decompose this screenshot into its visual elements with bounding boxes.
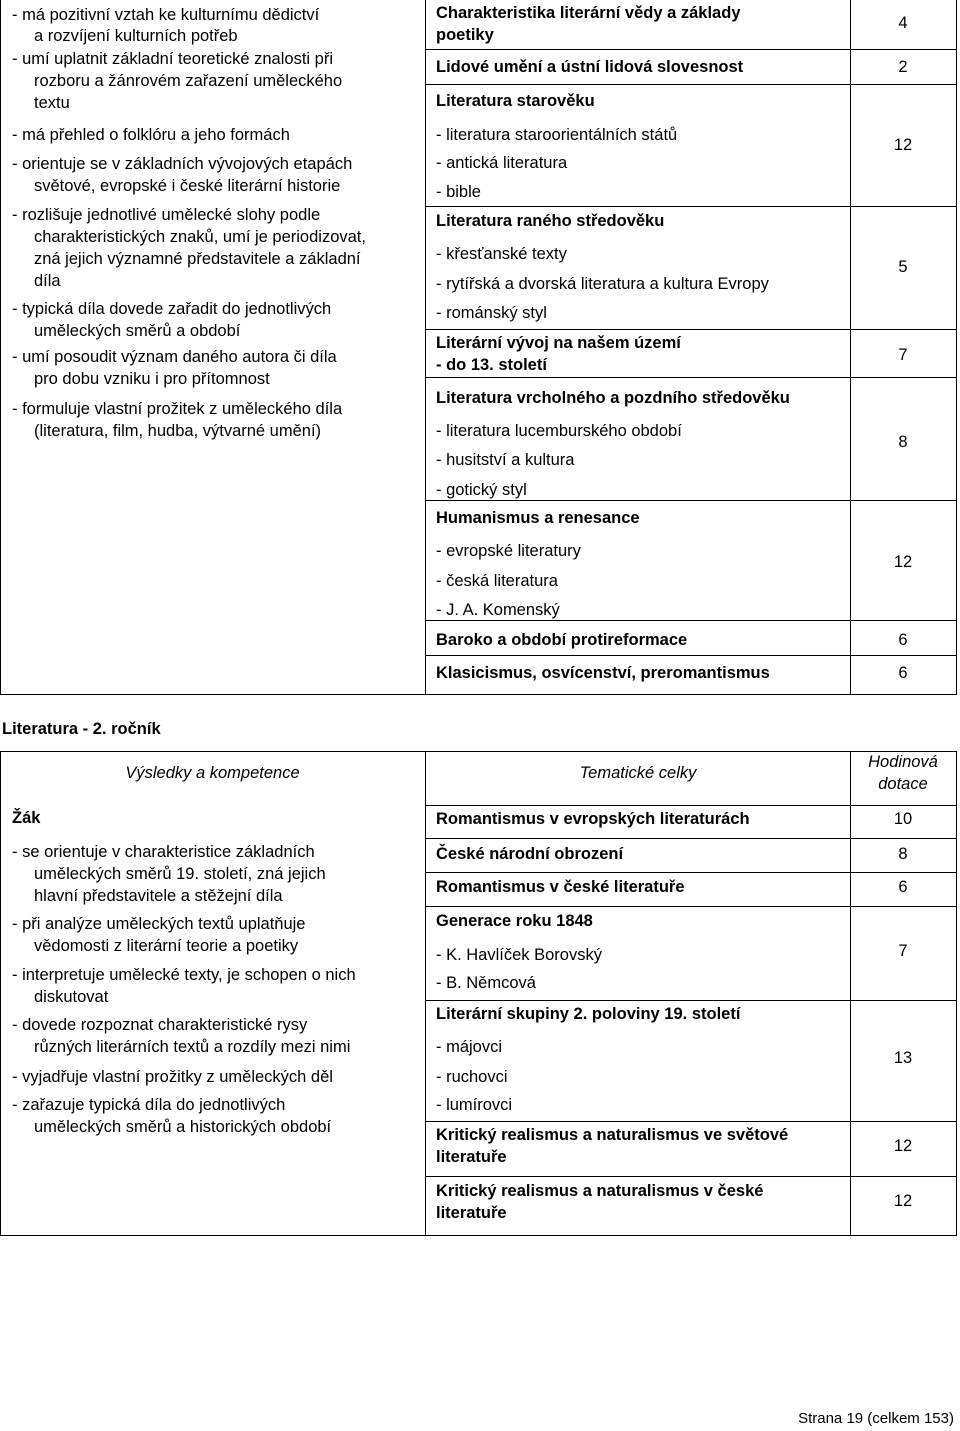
outcome-line: - dovede rozpoznat charakteristické rysy	[12, 1016, 308, 1034]
table-rule	[426, 206, 850, 207]
outcome-line: a rozvíjení kulturních potřeb	[34, 27, 238, 45]
outcome-line: - formuluje vlastní prožitek z uměleckého díla	[12, 400, 343, 418]
header-hours: Hodinová	[868, 753, 938, 771]
outcome-line: pro dobu vzniku i pro přítomnost	[34, 370, 270, 388]
topic-item: - literatura lucemburského období	[436, 422, 682, 440]
topic-title: Literatura raného středověku	[436, 212, 665, 230]
table-rule	[0, 694, 957, 695]
topic-title: Romantismus v evropských literaturách	[436, 810, 750, 828]
topic-item: - rytířská a dvorská literatura a kultura Evropy	[436, 275, 769, 293]
hours-value: 12	[893, 1137, 913, 1155]
table-rule	[426, 838, 956, 839]
hours-value: 12	[893, 136, 913, 154]
outcome-line: vědomosti z literární teorie a poetiky	[34, 937, 299, 955]
outcome-line: uměleckých směrů 19. století, zná jejich	[34, 865, 326, 883]
outcome-line: - umí posoudit význam daného autora či díla	[12, 348, 337, 366]
topic-title: Humanismus a renesance	[436, 509, 640, 527]
outcome-line: - typická díla dovede zařadit do jednotlivých	[12, 300, 332, 318]
outcome-line: díla	[34, 272, 61, 290]
hours-value: 6	[898, 631, 908, 649]
topic-title: Literární vývoj na našem území	[436, 334, 681, 352]
topic-title: Generace roku 1848	[436, 912, 593, 930]
table-rule	[0, 1235, 957, 1236]
outcome-line: - interpretuje umělecké texty, je schopen o nich	[12, 966, 356, 984]
topic-title: Lidové umění a ústní lidová slovesnost	[436, 58, 744, 76]
table-rule	[850, 206, 956, 207]
outcome-line: - orientuje se v základních vývojových etapách	[12, 155, 353, 173]
table-rule	[426, 805, 956, 806]
hours-value: 12	[893, 553, 913, 571]
section-heading: Literatura - 2. ročník	[2, 720, 161, 738]
topic-item: - B. Němcová	[436, 974, 536, 992]
hours-value: 8	[898, 845, 908, 863]
topic-item: - evropské literatury	[436, 542, 581, 560]
topic-title: literatuře	[436, 1148, 507, 1166]
outcome-line: - se orientuje v charakteristice základních	[12, 843, 315, 861]
topic-item: - gotický styl	[436, 481, 527, 499]
table-rule	[426, 872, 956, 873]
table-rule	[426, 1176, 956, 1177]
topic-item: - ruchovci	[436, 1068, 508, 1086]
topic-item: - literatura staroorientálních států	[436, 126, 678, 144]
outcome-line: hlavní představitele a stěžejní díla	[34, 887, 283, 905]
hours-value: 2	[898, 58, 908, 76]
topic-item: - K. Havlíček Borovský	[436, 946, 602, 964]
outcome-line: - má pozitivní vztah ke kulturnímu dědictví	[12, 6, 320, 24]
topic-item: - J. A. Komenský	[436, 601, 560, 619]
outcome-line: uměleckých směrů a období	[34, 322, 241, 340]
topic-title: Literatura starověku	[436, 92, 595, 110]
topic-item: - bible	[436, 183, 481, 201]
topic-title: České národní obrození	[436, 845, 624, 863]
topic-item: - husitství a kultura	[436, 451, 575, 469]
outcome-line: - umí uplatnit základní teoretické znalosti při	[12, 50, 333, 68]
table-rule	[850, 329, 956, 330]
table-rule	[425, 751, 426, 1236]
table-rule	[426, 49, 956, 50]
table-rule	[426, 655, 956, 656]
topic-title: Kritický realismus a naturalismus ve světové	[436, 1126, 789, 1144]
topic-title: Klasicismus, osvícenství, preromantismus	[436, 664, 770, 682]
table-rule	[426, 84, 956, 85]
topic-title: Charakteristika literární vědy a základy	[436, 4, 741, 22]
table-rule	[425, 0, 426, 695]
topic-item: - křesťanské texty	[436, 245, 567, 263]
page-footer: Strana 19 (celkem 153)	[798, 1410, 954, 1427]
table-rule	[426, 377, 850, 378]
table-rule	[0, 751, 1, 1236]
topic-item: - antická literatura	[436, 154, 568, 172]
topic-title: Literatura vrcholného a pozdního středověku	[436, 389, 790, 407]
hours-value: 6	[898, 664, 908, 682]
header-hours: dotace	[878, 775, 928, 793]
hours-value: 4	[898, 14, 908, 32]
topic-title: Kritický realismus a naturalismus v české	[436, 1182, 764, 1200]
table-rule	[0, 0, 1, 695]
table-rule	[426, 1121, 956, 1122]
hours-value: 7	[898, 942, 908, 960]
outcome-line: rozboru a žánrovém zařazení uměleckého	[34, 72, 343, 90]
outcome-line: různých literárních textů a rozdíly mezi nimi	[34, 1038, 351, 1056]
table-rule	[956, 751, 957, 1236]
outcome-line: charakteristických znaků, umí je periodizovat,	[34, 228, 366, 246]
hours-value: 6	[898, 878, 908, 896]
topic-title: - do 13. století	[436, 356, 547, 374]
outcome-line: - rozlišuje jednotlivé umělecké slohy podle	[12, 206, 321, 224]
topic-item: - románský styl	[436, 304, 547, 322]
hours-value: 5	[898, 258, 908, 276]
outcome-line: - vyjadřuje vlastní prožitky z uměleckých děl	[12, 1068, 333, 1086]
outcome-line: uměleckých směrů a historických období	[34, 1118, 332, 1136]
outcome-line: - zařazuje typická díla do jednotlivých	[12, 1096, 286, 1114]
table-rule	[850, 500, 956, 501]
table-rule	[426, 1000, 956, 1001]
hours-value: 13	[893, 1049, 913, 1067]
topic-title: Baroko a období protireformace	[436, 631, 688, 649]
topic-title: poetiky	[436, 26, 494, 44]
outcome-line: textu	[34, 94, 70, 112]
outcome-line: - má přehled o folklóru a jeho formách	[12, 126, 290, 144]
outcome-line: (literatura, film, hudba, výtvarné umění)	[34, 422, 322, 440]
topic-title: literatuře	[436, 1204, 507, 1222]
outcome-line: - při analýze uměleckých textů uplatňuje	[12, 915, 306, 933]
hours-value: 8	[898, 433, 908, 451]
table-rule	[850, 377, 956, 378]
hours-value: 7	[898, 346, 908, 364]
student-label: Žák	[12, 809, 41, 827]
table-rule	[956, 0, 957, 695]
table-rule	[426, 906, 956, 907]
topic-title: Romantismus v české literatuře	[436, 878, 685, 896]
outcome-line: diskutovat	[34, 988, 109, 1006]
hours-value: 10	[893, 810, 913, 828]
hours-value: 12	[893, 1192, 913, 1210]
header-topics: Tematické celky	[579, 764, 697, 782]
outcome-line: zná jejich významné představitele a základní	[34, 250, 361, 268]
header-outcomes: Výsledky a kompetence	[125, 764, 300, 782]
topic-title: Literární skupiny 2. poloviny 19. století	[436, 1005, 741, 1023]
table-rule	[426, 329, 850, 330]
outcome-line: světové, evropské i české literární historie	[34, 177, 341, 195]
topic-item: - česká literatura	[436, 572, 558, 590]
topic-item: - lumírovci	[436, 1096, 513, 1114]
topic-item: - májovci	[436, 1038, 503, 1056]
table-rule	[0, 751, 957, 752]
